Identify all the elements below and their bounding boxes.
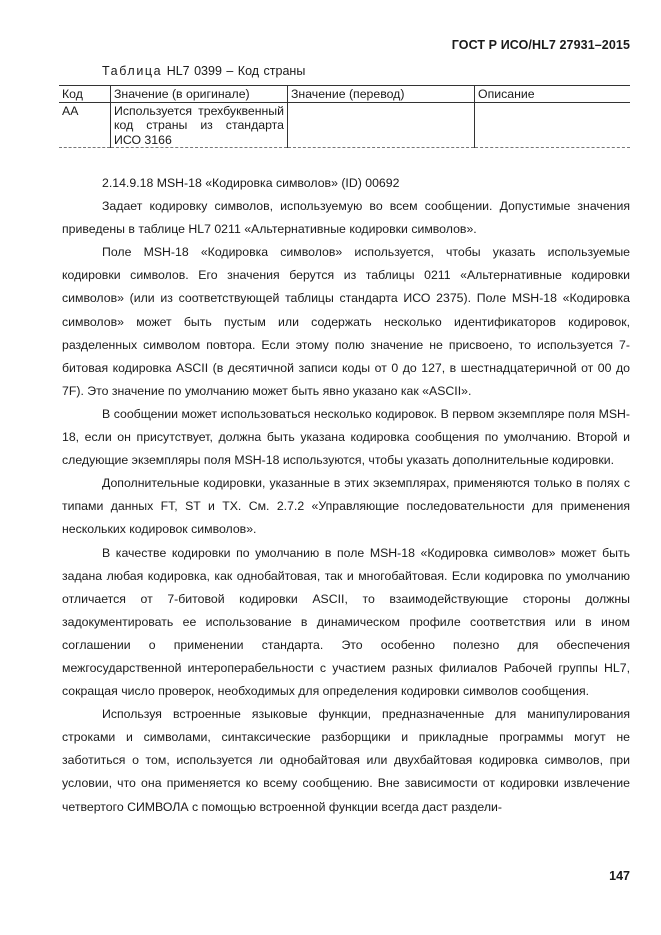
paragraph: Задает кодировку символов, используемую во всем сообщении. Допустимые значения приведены в таблице HL7 0211 «Альтернативные кодировки символов». [62, 199, 630, 237]
page-number: 147 [609, 869, 630, 883]
paragraph: Дополнительные кодировки, указанные в этих экземплярах, применяются только в полях с типами данных FT, ST и TX. См. 2.7.2 «Управляющие последовательности для применения нескольких кодировок символов». [62, 476, 630, 537]
cell-description [475, 102, 631, 148]
table-caption [102, 64, 305, 78]
paragraph: В сообщении может использоваться несколько кодировок. В первом экземпляре поля MSH-18, если он присутствует, должна быть указана кодировка сообщения по умолчанию. Второй и следующие экземпляры поля MSH-18 используются, чтобы указать дополнительные кодировки. [62, 406, 630, 468]
paragraph: Используя встроенные языковые функции, предназначенные для манипулирования строками и символами, синтаксические разборщики и прикладные программы могут не заботиться о том, используется ли однобайтовая или двухбайтовая кодировка символов, при условии, что она применяется ко всему сообщению. Вне зависимости от кодировки извлечение четвертого СИМВОЛА с помощью встроенной функции всегда даст раздели- [62, 707, 630, 814]
cell-code: AA [62, 103, 79, 118]
paragraph: В качестве кодировки по умолчанию в поле MSH-18 «Кодировка символов» может быть задана любая кодировка, как однобайтовая, так и многобайтовая. Если кодировка по умолчанию отличается от 7-битовой кодировки ASCII, то взаимодействующие стороны должны задокументировать ее использование в динамическом профиле соответствия или в ином соглашении о применении стандарта. Это особенно полезно для обеспечения межгосударственной интероперабельности с участием разных филиалов Рабочей группы HL7, сокращая число проверок, необходимых для определения кодировки символов сообщения. [62, 545, 630, 699]
country-code-table [59, 85, 630, 148]
table-caption-rest: HL7 0399 – Код страны [166, 64, 306, 78]
column-header-description: Описание [475, 86, 631, 103]
table-row [59, 102, 630, 148]
standard-header: ГОСТ Р ИСО/HL7 27931–2015 [451, 38, 630, 52]
cell-original: Используется трехбуквенный код страны из стандарта ИСО 3166 [111, 102, 288, 148]
table-header-row [59, 86, 630, 103]
column-header-code: Код [62, 87, 83, 101]
column-header-original: Значение (в оригинале) [111, 86, 288, 103]
column-header-translation: Значение (перевод) [288, 86, 475, 103]
table-caption-prefix: Таблица [102, 64, 163, 78]
cell-translation [288, 102, 475, 148]
document-body [62, 172, 630, 819]
section-heading: 2.14.9.18 MSH-18 «Кодировка символов» (ID) 00692 [102, 176, 400, 190]
paragraph: Поле MSH-18 «Кодировка символов» используется, чтобы указать используемые кодировки символов. Его значения берутся из таблицы 0211 «Альтернативные кодировки символов» (или из соответствующей таблицы стандарта ИСО 2375). Поле MSH-18 «Кодировка символов» может быть пустым или содержать несколько идентификаторов кодировок, разделенных символом повтора. Если этому полю значение не присвоено, то используется 7-битовая кодировка ASCII (в десятичной записи коды от 0 до 127, в шестнадцатеричной от 00 до 7F). Это значение по умолчанию может быть явно указано как «ASCII». [62, 245, 630, 398]
